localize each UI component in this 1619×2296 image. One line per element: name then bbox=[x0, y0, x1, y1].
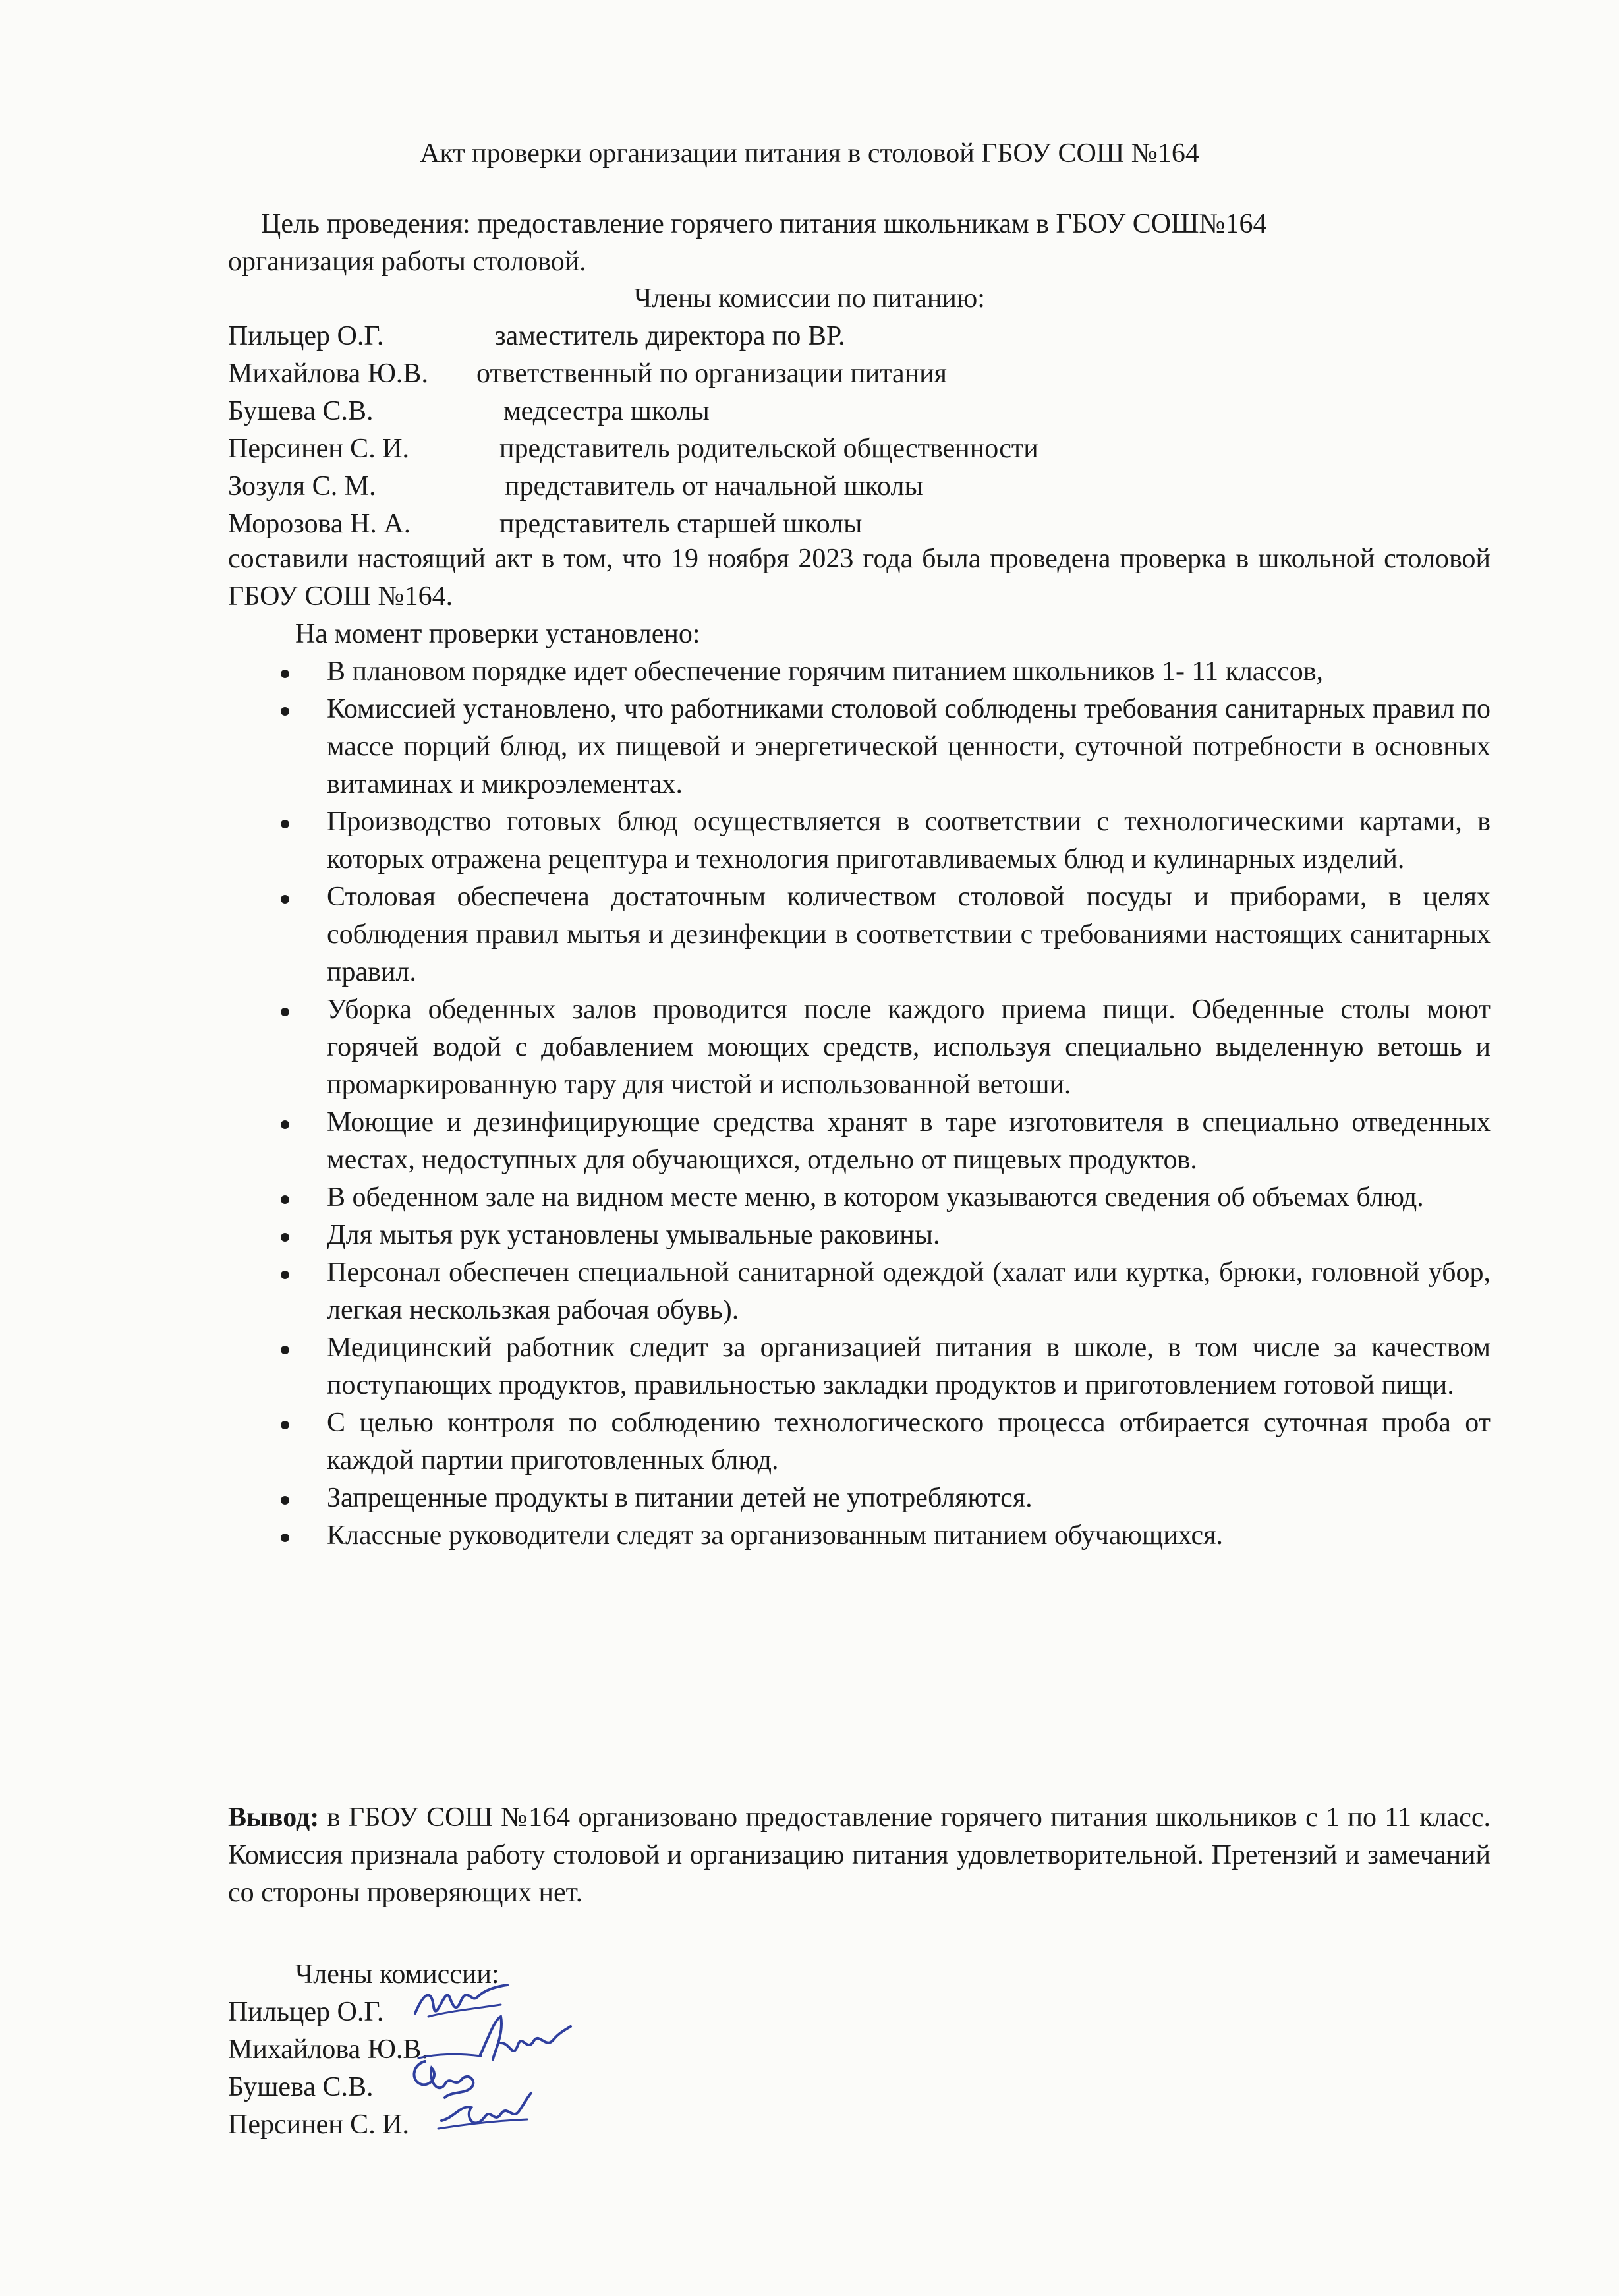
conclusion-text: в ГБОУ СОШ №164 организовано предоставление горячего питания школьников с 1 по 11 класс. Комиссия признала работу столовой и организацию питания удовлетворительной. Претензий и замечаний со стороны проверяющих нет. bbox=[228, 1802, 1491, 1908]
intro-paragraph: составили настоящий акт в том, что 19 ноября 2023 года была проведена проверка в школьной столовой ГБОУ СОШ №164. bbox=[228, 544, 1491, 612]
member-role: заместитель директора по ВР. bbox=[495, 321, 845, 351]
finding-item: Производство готовых блюд осуществляется в соответствии с технологическими картами, в которых отражена рецептура и технология приготавливаемых блюд и кулинарных изделий. bbox=[228, 803, 1491, 878]
signature-name: Бушева С.В. bbox=[228, 2072, 374, 2102]
member-name: Морозова Н. А. bbox=[228, 509, 411, 539]
signature-scribble-4 bbox=[435, 2088, 534, 2140]
finding-item: Комиссией установлено, что работниками столовой соблюдены требования санитарных правил по массе порций блюд, их пищевой и энергетической ценности, суточной потребности в основных витаминах и микроэлементах. bbox=[228, 691, 1491, 803]
finding-item: Запрещенные продукты в питании детей не употребляются. bbox=[228, 1479, 1491, 1517]
signature-name: Михайлова Ю.В. bbox=[228, 2034, 428, 2065]
finding-item: Моющие и дезинфицирующие средства хранят в таре изготовителя в специально отведенных местах, недоступных для обучающихся, отдельно от пищевых продуктов. bbox=[228, 1104, 1491, 1179]
finding-item: Классные руководители следят за организованным питанием обучающихся. bbox=[228, 1517, 1491, 1555]
members-heading: Члены комиссии по питанию: bbox=[634, 283, 985, 314]
finding-item: Для мытья рук установлены умывальные раковины. bbox=[228, 1217, 1491, 1254]
member-name: Пильцер О.Г. bbox=[228, 321, 384, 351]
member-role: представитель старшей школы bbox=[499, 509, 863, 539]
finding-item: Медицинский работник следит за организацией питания в школе, в том числе за качеством поступающих продуктов, правильностью закладки продуктов и приготовлением готовой пищи. bbox=[228, 1329, 1491, 1404]
member-name: Бушева С.В. bbox=[228, 396, 374, 426]
finding-item: В плановом порядке идет обеспечение горячим питанием школьников 1- 11 классов, bbox=[228, 653, 1491, 691]
member-role: ответственный по организации питания bbox=[476, 359, 947, 389]
finding-item: Столовая обеспечена достаточным количеством столовой посуды и приборами, в целях соблюдения правил мытья и дезинфекции в соответствии с требованиями настоящих санитарных правил. bbox=[228, 878, 1491, 991]
member-name: Михайлова Ю.В. bbox=[228, 359, 428, 389]
document-title: Акт проверки организации питания в столовой ГБОУ СОШ №164 bbox=[420, 138, 1199, 169]
purpose-line-1: Цель проведения: предоставление горячего питания школьникам в ГБОУ СОШ№164 bbox=[261, 209, 1267, 239]
signature-name: Пильцер О.Г. bbox=[228, 1997, 384, 2027]
member-role: представитель от начальной школы bbox=[505, 471, 923, 502]
member-name: Персинен С. И. bbox=[228, 434, 410, 464]
conclusion-label: Вывод: bbox=[228, 1802, 320, 1833]
signatures-heading: Члены комиссии: bbox=[295, 1959, 499, 1990]
finding-item: В обеденном зале на видном месте меню, в котором указываются сведения об объемах блюд. bbox=[228, 1179, 1491, 1217]
member-role: представитель родительской общественности bbox=[499, 434, 1038, 464]
member-name: Зозуля С. М. bbox=[228, 471, 376, 502]
purpose-line-2: организация работы столовой. bbox=[228, 246, 586, 277]
findings-list bbox=[228, 653, 1491, 1555]
conclusion-paragraph bbox=[228, 1799, 1491, 1912]
finding-item: Персонал обеспечен специальной санитарной одеждой (халат или куртка, брюки, головной убор, легкая нескользкая рабочая обувь). bbox=[228, 1254, 1491, 1329]
member-role: медсестра школы bbox=[503, 396, 710, 426]
finding-item: Уборка обеденных залов проводится после каждого приема пищи. Обеденные столы моют горячей водой с добавлением моющих средств, используя специально выделенную ветошь и промаркированную тару для чистой и использованной ветоши. bbox=[228, 991, 1491, 1104]
signature-name: Персинен С. И. bbox=[228, 2109, 410, 2140]
purpose-paragraph bbox=[228, 206, 1491, 281]
finding-item: С целью контроля по соблюдению технологического процесса отбирается суточная проба от каждой партии приготовленных блюд. bbox=[228, 1404, 1491, 1479]
findings-heading: На момент проверки установлено: bbox=[295, 619, 700, 649]
